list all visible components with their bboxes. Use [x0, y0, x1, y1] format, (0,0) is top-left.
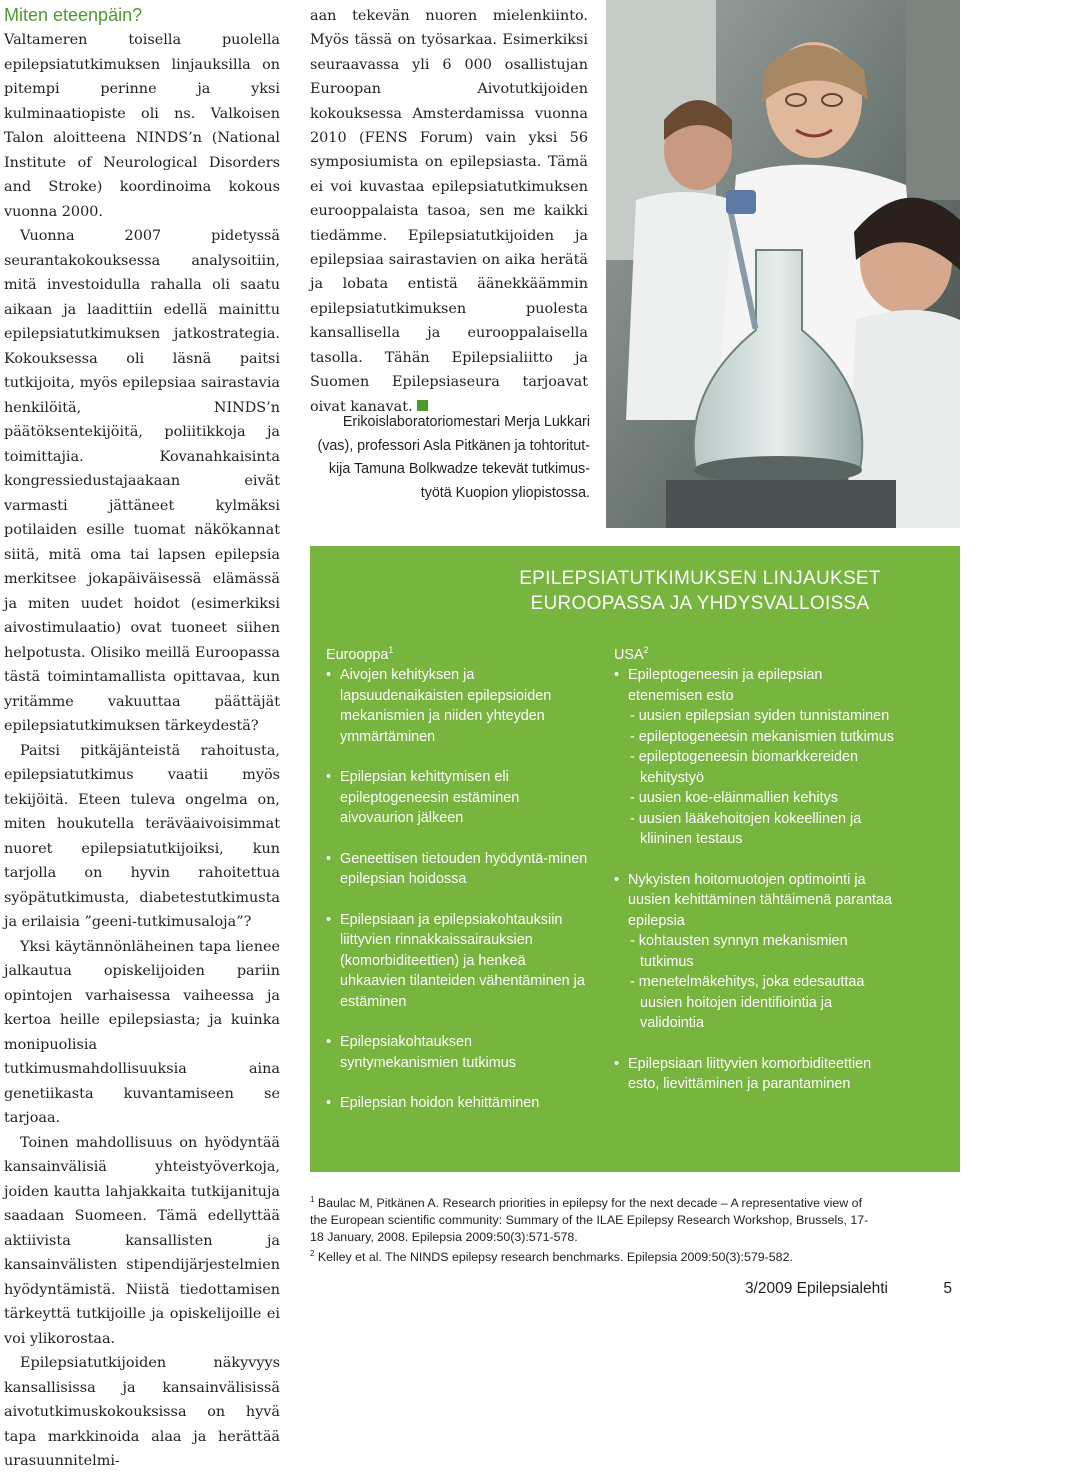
body-paragraph: Epilepsiatutkijoiden näkyvyys kansallisissa ja kansainvälisissä aivotutkimuskokouksissa on hyvä tapa markkinoida alaa ja herättää urasuunnitelmi-	[4, 1355, 280, 1469]
box-title-line: EPILEPSIATUTKIMUKSEN LINJAUKSET	[519, 568, 881, 589]
list-item	[614, 1054, 894, 1095]
laboratory-photo	[606, 0, 960, 528]
footnote-ref: 2	[643, 645, 649, 655]
caption-line: työtä Kuopion yliopistossa.	[420, 484, 590, 501]
body-paragraph: Valtameren toisella puolella epilepsiatutkimuksen linjauksilla on pitempi perinne ja yksi kulminaatiopiste oli ns. Valkoisen Talon aloitteena NINDS’n (National Institute of Neurological Disorders and Stroke) koordinoima kokous vuonna 2000.	[4, 32, 280, 220]
sub-item: - uusien lääkehoitojen kokeellinen ja kliininen testaus	[630, 810, 862, 848]
list-item: • Epilepsiakohtauksen syntymekanismien tutkimus	[326, 1032, 588, 1073]
list-item: • Aivojen kehityksen ja lapsuudenaikaisten epilepsioiden mekanismien ja niiden yhteyden ymmärtäminen	[326, 665, 588, 747]
reference-1	[310, 1192, 880, 1246]
europe-heading	[326, 640, 588, 665]
list-item: • Geneettisen tietouden hyödyntä-minen epilepsian hoidossa	[326, 849, 588, 890]
list-item	[614, 665, 894, 850]
body-paragraph: Yksi käytännönläheinen tapa lienee jalkautua opiskelijoiden pariin opintojen varhaisessa vaiheessa ja kertoa heille epilepsiasta; ja kuinka monipuolisia tutkimusmahdollisuuksia aina genetiikasta kuvantamiseen se tarjoaa.	[4, 938, 280, 1126]
list-item: • Epilepsian kehittymisen eli epileptogeneesin estäminen aivovaurion jälkeen	[326, 767, 588, 829]
box-title	[310, 566, 1090, 616]
issue-label: 3/2009 Epilepsialehti	[744, 1280, 888, 1297]
reference-text: Baulac M, Pitkänen A. Research priorities in epilepsy for the next decade – A representative view of the European scientific community: Summary of the ILAE Epilepsy Research Workshop, Brussels, 17-18 January, 2008. Epilepsia 2009:50(3):571-578.	[310, 1196, 869, 1244]
body-paragraph: Toinen mahdollisuus on hyödyntää kansainvälisiä yhteistyöverkoja, joiden kautta lahjakkaita tutkijanituja saadaan Suomeen. Tämä edellyttää aktiivista kansallisten ja kansainvälisten stipendijärjestelmien hyödyntämistä. Niistä tiedottamisen tärkeyttä tutkijoille ja opiskelijoille ei voi ylikorostaa.	[4, 1134, 280, 1347]
list-item-text: • Epileptogeneesin ja epilepsian etenemisen esto	[628, 667, 823, 704]
list-item	[614, 870, 894, 1034]
middle-column	[310, 4, 588, 419]
body-text: aan tekevän nuoren mielenkiinto. Myös tässä on työsarkaa. Esimerkiksi seuraavassa yli 6 000 osallistujan Euroopan Aivotutkijoiden kokouksessa Amsterdamissa vuonna 2010 (FENS Forum) vain yksi 56 symposiumista on epilepsiasta. Tämä ei voi kuvastaa epilepsiatutkimuksen eurooppalaista tasoa, sen me kaikki tiedämme. Epilepsiatutkijoiden ja epilepsiaa sairastavien on aika herätä ja lobata entistä äänekkäämmin epilepsiatutkimuksen puolesta kansallisella ja eurooppalaisella tasolla. Tähän Epilepsialiitto ja Suomen Epilepsiaseura tarjoavat oivat kanavat.	[310, 8, 588, 415]
sub-item: - epileptogeneesin biomarkkereiden kehitystyö	[630, 749, 858, 786]
photo-caption	[300, 411, 590, 505]
sub-item: - uusien koe-eläinmallien kehitys	[630, 790, 838, 807]
box-title-line: EUROOPASSA JA YHDYSVALLOISSA	[530, 593, 870, 614]
reference-number: 1	[310, 1195, 315, 1204]
sub-item: - epileptogeneesin mekanismien tutkimus	[630, 728, 894, 745]
sub-item: - uusien epilepsian syiden tunnistaminen	[630, 708, 890, 725]
sub-item: - menetelmäkehitys, joka edesauttaa uusien hoitojen identifiointia ja validointia	[630, 974, 865, 1032]
europe-heading-text: Eurooppa	[326, 646, 389, 663]
europe-list	[326, 665, 588, 1114]
body-paragraph: Vuonna 2007 pidetyssä seurantakokouksessa analysoitiin, mitä investoidulla rahalla oli saatu aikaan ja laadittiin edellä mainittu epilepsiatutkimuksen jatkostrategia. Kokouksessa oli läsnä paitsi tutkijoita, myös epilepsiaa sairastavia henkilöitä, NINDS’n päätöksentekijöitä, poliitikkoja ja toimittajia. Kovanahkaisinta kongressiedustajaakaan eivät varmasti jättäneet kylmäksi potilaiden esille tuomat näkökannat siitä, mitä oma tai lapsen epilepsia merkitsee jokapäiväisessä elämässä ja miten uudet hoidot (esimerkiksi aivostimulaatio) ovat tuoneet siihen helpotusta. Olisiko meillä Euroopassa tästä toimintamallista opittavaa, kun yritämme vakuuttaa päättäjät epilepsiatutkimuksen tärkeydestä?	[4, 228, 280, 734]
usa-heading	[614, 640, 894, 665]
footnote-ref: 1	[388, 645, 394, 655]
article-end-square-icon	[417, 400, 428, 411]
list-item-text: • Epilepsiaan liittyvien komorbiditeettien esto, lievittäminen ja parantaminen	[628, 1055, 872, 1093]
reference-2	[310, 1246, 880, 1266]
section-heading: Miten eteenpäin?	[4, 5, 143, 25]
list-item: • Epilepsiaan ja epilepsiakohtauksiin liittyvien rinnakkaissairauksien (komorbiditeettien) ja henkeä uhkaavien tilanteiden vähentäminen ja estäminen	[326, 910, 588, 1013]
usa-column	[614, 640, 894, 1095]
caption-line: Erikoislaboratoriomestari Merja Lukkari	[342, 414, 590, 430]
list-item-text: • Nykyisten hoitomuotojen optimointi ja uusien kehittäminen tähtäimenä parantaa epilepsia	[628, 871, 893, 929]
caption-line: kija Tamuna Bolkwadze tekevät tutkimus-	[328, 461, 590, 477]
body-paragraph: Paitsi pitkäjänteistä rahoitusta, epilepsiatutkimus vaatii myös tekijöitä. Eteen tuleva ongelma on, miten houkutella teräväaivoisimmat nuoret epilepsiatutkijoiksi, kun tarjolla on hyvin rahoitettua syöpätutkimusta, diabetestutkimusta ja erilaisia ”geeni-tutkimusaloja”?	[4, 742, 280, 930]
laboratory-photo-illustration	[606, 0, 960, 528]
references	[310, 1192, 880, 1265]
reference-text: Kelley et al. The NINDS epilepsy research benchmarks. Epilepsia 2009:50(3):579-582.	[317, 1249, 793, 1264]
sub-item: - kohtausten synnyn mekanismien tutkimus	[630, 933, 848, 970]
europe-column	[326, 640, 588, 1114]
list-item: • Epilepsian hoidon kehittäminen	[326, 1093, 588, 1114]
usa-list	[614, 665, 894, 1095]
research-priorities-box	[310, 546, 960, 1172]
caption-line: (vas), professori Asla Pitkänen ja tohtoritut-	[317, 437, 590, 454]
left-column	[4, 4, 280, 1474]
reference-number: 2	[310, 1248, 315, 1258]
usa-heading-text: USA	[614, 646, 644, 663]
page-number: 5	[943, 1280, 952, 1297]
body-paragraph-continued	[310, 4, 588, 419]
